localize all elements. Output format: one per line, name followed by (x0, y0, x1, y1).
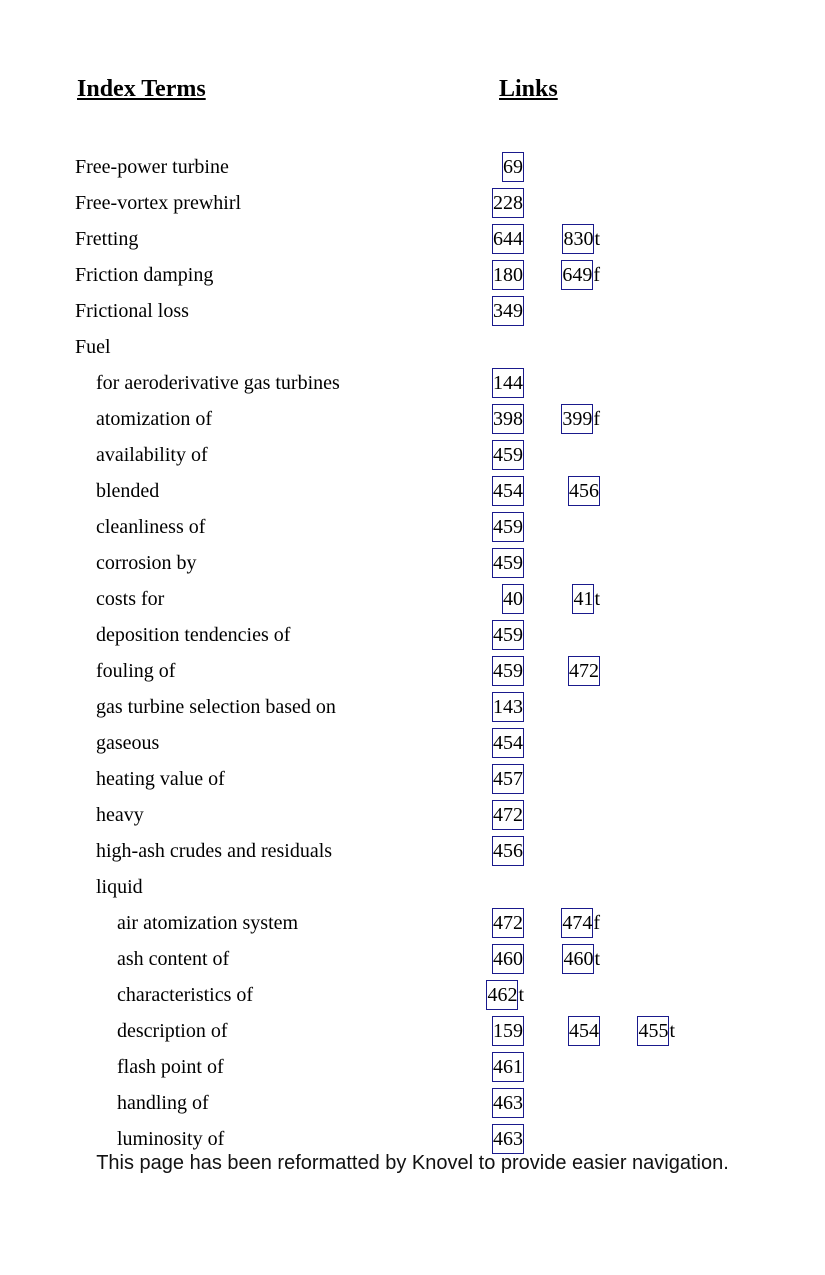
page-link[interactable]: 454 (492, 476, 524, 506)
index-entry (0, 725, 825, 761)
link-cell (568, 653, 600, 689)
index-term: fouling of (96, 660, 176, 682)
index-entry (0, 293, 825, 329)
link-cell (492, 725, 524, 761)
index-entry (0, 1085, 825, 1121)
link-cell (492, 833, 524, 869)
index-entry (0, 257, 825, 293)
page-link[interactable]: 180 (492, 260, 524, 290)
link-cell (492, 185, 524, 221)
index-term: liquid (96, 876, 143, 898)
index-term: deposition tendencies of (96, 624, 291, 646)
link-cell (492, 1013, 524, 1049)
index-term: gas turbine selection based on (96, 696, 336, 718)
page-link[interactable]: 228 (492, 188, 524, 218)
index-term: gaseous (96, 732, 160, 754)
link-cell (562, 221, 600, 257)
index-entry (0, 941, 825, 977)
index-term: heavy (96, 804, 144, 826)
index-entry (0, 581, 825, 617)
link-cell (561, 905, 600, 941)
page-link[interactable]: 459 (492, 656, 524, 686)
link-cell (561, 257, 600, 293)
index-term: ash content of (117, 948, 230, 970)
link-cell (492, 365, 524, 401)
link-cell (502, 149, 524, 185)
index-entry (0, 761, 825, 797)
page-link[interactable]: 159 (492, 1016, 524, 1046)
link-cell (492, 257, 524, 293)
index-term: flash point of (117, 1056, 224, 1078)
link-cell (561, 401, 600, 437)
link-cell (492, 797, 524, 833)
index-entry (0, 797, 825, 833)
index-entry (0, 1049, 825, 1085)
page-link[interactable]: 472 (492, 908, 524, 938)
link-cell (492, 1049, 524, 1085)
index-term: blended (96, 480, 160, 502)
link-cell (492, 941, 524, 977)
page-link[interactable]: 462 (486, 980, 518, 1010)
index-entry (0, 977, 825, 1013)
link-cell (502, 581, 524, 617)
page-link[interactable]: 459 (492, 548, 524, 578)
page-link[interactable]: 40 (502, 584, 524, 614)
page-link[interactable]: 459 (492, 440, 524, 470)
index-term: Free-vortex prewhirl (75, 192, 242, 214)
index-entry (0, 365, 825, 401)
link-cell (492, 1085, 524, 1121)
knovel-footer-note: This page has been reformatted by Knovel to provide easier navigation. (96, 1152, 729, 1174)
index-entry (0, 437, 825, 473)
link-cell (568, 473, 600, 509)
link-cell (562, 941, 600, 977)
page-link[interactable]: 399 (561, 404, 593, 434)
link-type-suffix: t (594, 588, 600, 610)
link-type-suffix: t (594, 228, 600, 250)
link-cell (492, 545, 524, 581)
link-cell (492, 761, 524, 797)
link-cell (492, 905, 524, 941)
page-link[interactable]: 454 (492, 728, 524, 758)
link-cell (492, 293, 524, 329)
index-term: availability of (96, 444, 208, 466)
page-link[interactable]: 349 (492, 296, 524, 326)
index-term: handling of (117, 1092, 209, 1114)
link-cell (486, 977, 524, 1013)
page-link[interactable]: 459 (492, 620, 524, 650)
page-link[interactable]: 649 (561, 260, 593, 290)
page-link[interactable]: 459 (492, 512, 524, 542)
page-link[interactable]: 398 (492, 404, 524, 434)
link-cell (637, 1013, 675, 1049)
page-link[interactable]: 474 (561, 908, 593, 938)
index-entry (0, 221, 825, 257)
index-entries (0, 149, 825, 1157)
page-link[interactable]: 41 (572, 584, 594, 614)
index-entry (0, 329, 825, 365)
index-entry (0, 401, 825, 437)
index-term: Fuel (75, 336, 111, 358)
index-entry (0, 185, 825, 221)
index-term: luminosity of (117, 1128, 225, 1150)
page-link[interactable]: 472 (568, 656, 600, 686)
links-heading: Links (499, 76, 558, 102)
link-cell (492, 473, 524, 509)
page-link[interactable]: 456 (568, 476, 600, 506)
link-cell (492, 689, 524, 725)
link-type-suffix: t (669, 1020, 675, 1042)
link-type-suffix: t (518, 984, 524, 1006)
page-link[interactable]: 460 (562, 944, 594, 974)
page-link[interactable]: 472 (492, 800, 524, 830)
page-link[interactable]: 644 (492, 224, 524, 254)
index-term: cleanliness of (96, 516, 206, 538)
link-cell (492, 509, 524, 545)
link-type-suffix: t (594, 948, 600, 970)
index-entry (0, 653, 825, 689)
index-term: Friction damping (75, 264, 214, 286)
page-link[interactable]: 463 (492, 1088, 524, 1118)
index-term: atomization of (96, 408, 213, 430)
index-term: corrosion by (96, 552, 197, 574)
link-type-suffix: f (593, 264, 600, 286)
page-link[interactable]: 456 (492, 836, 524, 866)
link-cell (492, 401, 524, 437)
page-link[interactable]: 69 (502, 152, 524, 182)
index-term: for aeroderivative gas turbines (96, 372, 340, 394)
page-link[interactable]: 461 (492, 1052, 524, 1082)
index-term: Free-power turbine (75, 156, 229, 178)
link-cell (492, 221, 524, 257)
index-term: costs for (96, 588, 165, 610)
index-entry (0, 545, 825, 581)
index-entry (0, 905, 825, 941)
index-entry (0, 617, 825, 653)
link-cell (492, 437, 524, 473)
index-term: Fretting (75, 228, 139, 250)
page-link[interactable]: 463 (492, 1124, 524, 1154)
page-link[interactable]: 830 (562, 224, 594, 254)
index-terms-heading: Index Terms (77, 76, 206, 102)
index-term: description of (117, 1020, 228, 1042)
index-term: heating value of (96, 768, 225, 790)
index-term: high-ash crudes and residuals (96, 840, 333, 862)
page-link[interactable]: 454 (568, 1016, 600, 1046)
index-entry (0, 149, 825, 185)
index-entry (0, 1013, 825, 1049)
link-cell (572, 581, 600, 617)
index-term: Frictional loss (75, 300, 189, 322)
link-cell (568, 1013, 600, 1049)
link-type-suffix: f (593, 408, 600, 430)
index-entry (0, 473, 825, 509)
page-link[interactable]: 144 (492, 368, 524, 398)
link-type-suffix: f (593, 912, 600, 934)
index-term: characteristics of (117, 984, 254, 1006)
link-cell (492, 617, 524, 653)
index-entry (0, 509, 825, 545)
index-term: air atomization system (117, 912, 299, 934)
page-link[interactable]: 143 (492, 692, 524, 722)
index-entry (0, 869, 825, 905)
index-entry (0, 833, 825, 869)
link-cell (492, 653, 524, 689)
page-link[interactable]: 455 (637, 1016, 669, 1046)
index-entry (0, 689, 825, 725)
page-link[interactable]: 460 (492, 944, 524, 974)
page-link[interactable]: 457 (492, 764, 524, 794)
